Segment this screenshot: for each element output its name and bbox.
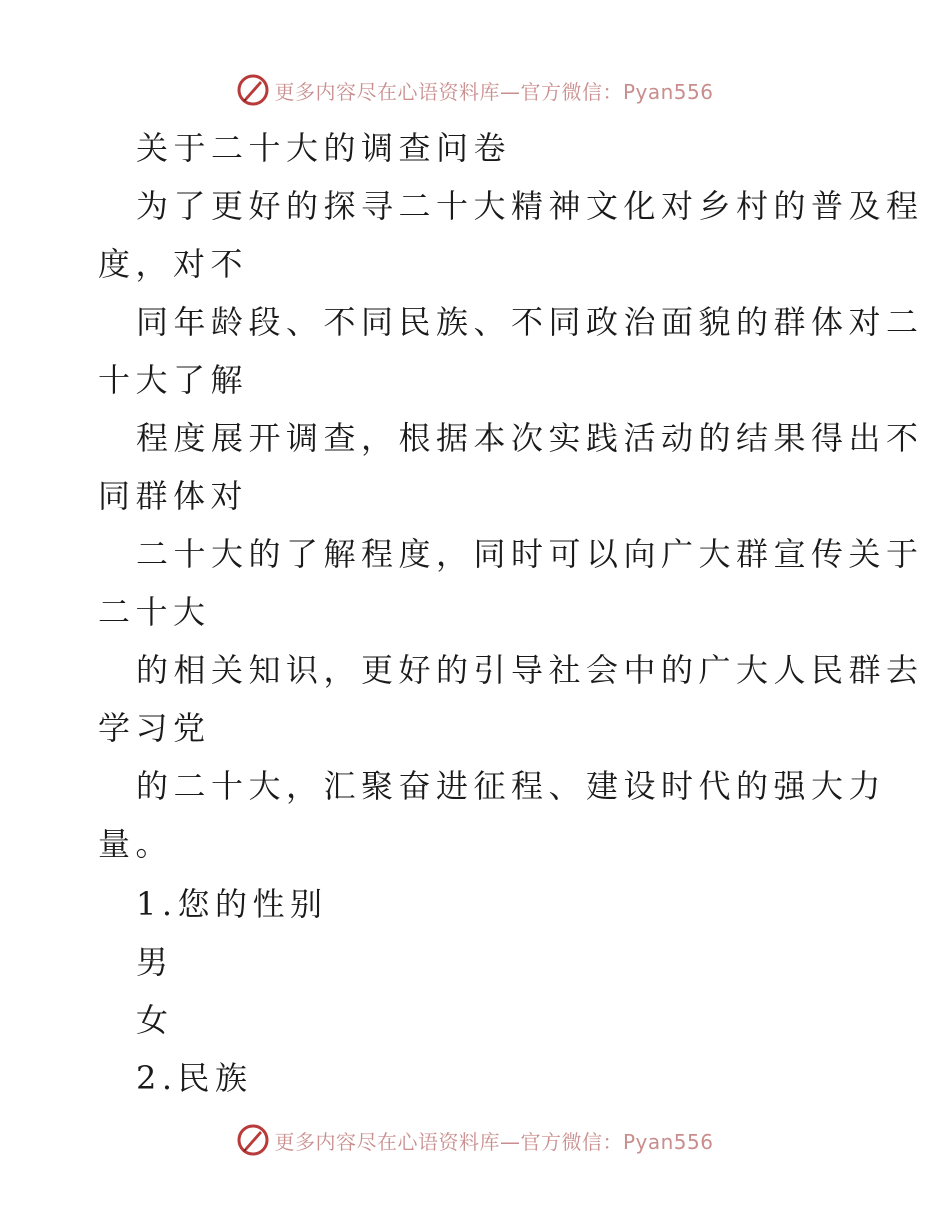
intro-line-8: 二十大 [98,593,211,631]
header-banner-text: 更多内容尽在心语资料库—官方微信：Pyan556 [274,79,714,104]
intro-line-10: 学习党 [98,709,211,747]
intro-line-9: 的相关知识，更好的引导社会中的广大人民群去 [136,651,924,689]
intro-line-2: 度，对不 [98,245,249,283]
intro-line-11: 的二十大，汇聚奋进征程、建设时代的强大力 [136,767,887,805]
intro-line-3: 同年龄段、不同民族、不同政治面貌的群体对二 [136,303,924,341]
question-1-option-female[interactable]: 女 [136,1001,174,1039]
intro-line-1: 为了更好的探寻二十大精神文化对乡村的普及程 [136,187,924,225]
footer-banner-text: 更多内容尽在心语资料库—官方微信：Pyan556 [274,1129,714,1154]
intro-line-7: 二十大的了解程度，同时可以向广大群宣传关于 [136,535,924,573]
intro-line-6: 同群体对 [98,477,249,515]
document-title: 关于二十大的调查问卷 [136,129,512,167]
intro-line-4: 十大了解 [98,361,249,399]
intro-line-5: 程度展开调查，根据本次实践活动的结果得出不 [136,419,924,457]
question-2-label: 2.民族 [136,1059,253,1097]
quill-logo-icon [236,1123,270,1157]
question-1-option-male[interactable]: 男 [136,943,174,981]
intro-line-12: 量。 [98,825,174,863]
question-1-label: 1.您的性别 [136,885,328,923]
footer-banner [0,1120,950,1160]
